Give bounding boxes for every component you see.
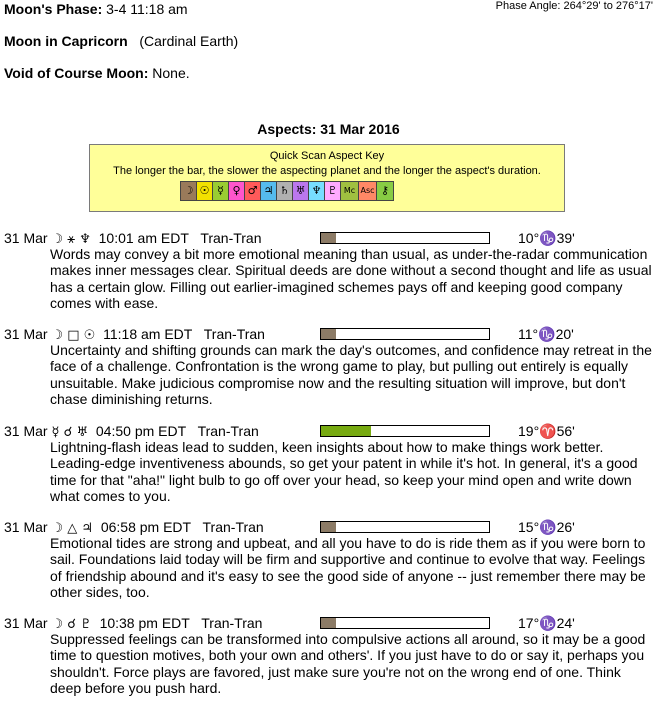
moons-phase-label: Moon's Phase: [4,1,103,17]
phase-angle-value: 264°29' to 276°17' [563,0,653,12]
planet-key-cell: ♅ [293,182,309,200]
void-of-course-row [4,65,190,81]
moons-phase-row [4,1,188,17]
aspect-key-subtitle: The longer the bar, the slower the aspecting planet and the longer the aspect's duration. [113,165,541,177]
moon-sign-label: Moon in Capricorn [4,33,128,49]
aspect-description: Lightning-flash ideas lead to sudden, keen insights about how to make things work better. Leading-edge inventiveness abounds, so get your patent in while it's hot. In general, it's a good time for that "aha!" light bulb to go off over your head, so keep your mind open and write down what comes to you. [50,439,638,504]
planet-key-cell: ♀ [229,182,245,200]
aspect-key-title: Quick Scan Aspect Key [269,150,385,162]
moons-phase-value: 3-4 11:18 am [106,1,188,17]
aspect-duration-bar [320,232,490,244]
phase-angle-label: Phase Angle: [495,0,561,12]
planet-key-cell: Mc [341,182,359,200]
aspect-description: Words may convey a bit more emotional meaning than usual, as under-the-radar communication makes inner messages clear. Spiritual deeds are done without a second thought and life as usual has a certain glow. Filling out earlier-imagined schemes pays off and keeping good company comes with ease. [50,246,652,311]
planet-key-cell: ⚷ [377,182,393,200]
aspect-duration-bar [320,425,490,437]
entry-type: Tran-Tran [200,230,262,246]
aspect-duration-fill [321,522,336,532]
phase-angle-row [496,0,653,13]
entry-time: 06:58 pm EDT [100,519,192,535]
entry-date: 31 Mar [4,519,48,535]
aspect-degree: 17°♑24' [518,615,575,631]
aspect-duration-bar [320,617,490,629]
aspect-duration-bar [320,521,490,533]
aspect-duration-fill [321,426,371,436]
entry-type: Tran-Tran [197,423,259,439]
planet-key-cell: ☿ [213,182,229,200]
planet-key-cell: ♄ [277,182,293,200]
entry-time: 04:50 pm EDT [95,423,187,439]
aspect-duration-bar [320,328,490,340]
entry-type: Tran-Tran [201,615,263,631]
planet-key-cell: ☽ [181,182,197,200]
planet-key-cell: Asc [359,182,377,200]
aspect-description: Suppressed feelings can be transformed into compulsive actions all around, so it may be a good time to question motives, both your own and others'. If you just have to do or say it, perhaps you shouldn't. Force plays are favored, just make sure you're not on the wrong end of one. Think deep before you push hard. [50,631,646,696]
planet-key-cell: ☉ [197,182,213,200]
aspect-duration-fill [321,618,336,628]
entry-date: 31 Mar [4,230,48,246]
planet-key-cell: ♂ [245,182,261,200]
entry-aspect-glyphs: ☽ □ ☉ [51,328,96,343]
aspect-degree: 11°♑20' [518,326,574,342]
aspects-title: Aspects: 31 Mar 2016 [257,121,400,137]
planet-key-cell: ♇ [325,182,341,200]
entry-time: 10:38 pm EDT [99,615,190,631]
entry-date: 31 Mar [4,326,48,342]
void-value: None. [152,65,190,81]
entry-date: 31 Mar [4,615,48,631]
aspect-key-box [89,144,565,212]
planet-key-cell: ♆ [309,182,325,200]
entry-aspect-glyphs: ☽ △ ♃ [51,521,94,536]
moon-sign-row [4,33,238,49]
aspect-duration-fill [321,329,336,339]
aspect-description: Emotional tides are strong and upbeat, and all you have to do is ride them as if you were born to sail. Foundations laid today will be firm and supportive and continue to evolve that way. Feelings of friendship abound and it's easy to see the good side of anyone -- just remember there may be other sides, too. [50,535,646,600]
entry-date: 31 Mar [4,423,48,439]
entry-aspect-glyphs: ☽ ☌ ♇ [51,617,92,632]
planet-key-cell: ♃ [261,182,277,200]
aspect-degree: 19°♈56' [518,423,575,439]
aspect-description: Uncertainty and shifting grounds can mark the day's outcomes, and confidence may retreat in the face of a challenge. Confrontation is the wrong game to play, but pulling out entirely is equally unsuitable. Make judicious compromise now and the resulting situation will improve, but don't chase diminishing returns. [50,342,652,407]
entry-type: Tran-Tran [202,519,264,535]
entry-aspect-glyphs: ☽ ⚹ ♆ [51,232,91,247]
void-label: Void of Course Moon: [4,65,149,81]
moon-sign-detail: (Cardinal Earth) [139,33,239,49]
aspect-duration-fill [321,233,336,243]
entry-aspect-glyphs: ☿ ☌ ♅ [51,425,89,440]
entry-time: 10:01 am EDT [98,230,189,246]
aspect-degree: 15°♑26' [518,519,575,535]
entry-time: 11:18 am EDT [103,326,193,342]
entry-type: Tran-Tran [203,326,265,342]
planet-color-strip [180,181,394,201]
aspect-degree: 10°♑39' [518,230,575,246]
